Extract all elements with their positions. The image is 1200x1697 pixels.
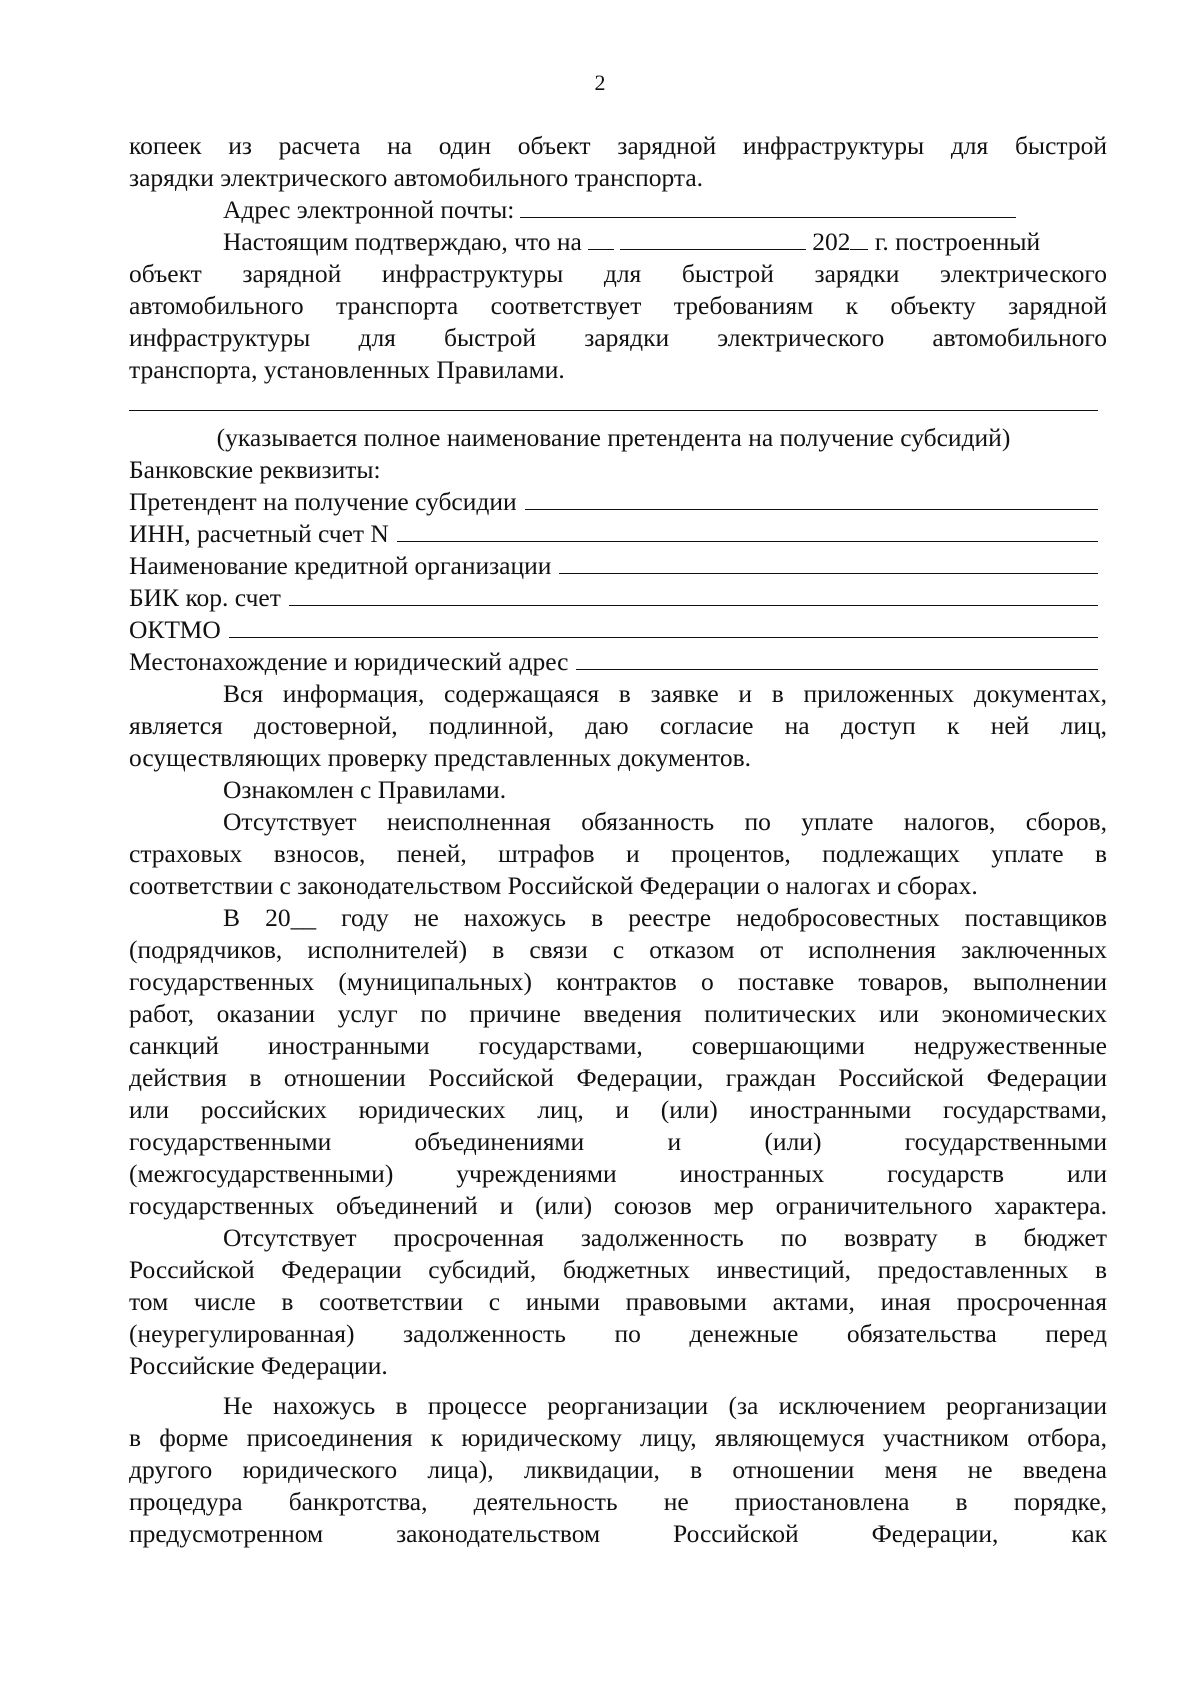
email-label: Адрес электронной почты: bbox=[223, 195, 515, 224]
text-line: государственных (муниципальных) контрактов о поставке товаров, выполнении bbox=[129, 967, 1107, 996]
text-line: Российские Федерации. bbox=[129, 1351, 388, 1380]
day-blank[interactable] bbox=[588, 227, 614, 250]
text-line: (межгосударственными) учреждениями иностранных государств или bbox=[129, 1159, 1107, 1188]
field-applicant-blank[interactable] bbox=[525, 487, 1098, 510]
text-line: в форме присоединения к юридическому лицу, являющемуся участником отбора, bbox=[129, 1423, 1107, 1452]
field-oktmo: ОКТМО bbox=[129, 614, 1098, 646]
field-address-blank[interactable] bbox=[576, 647, 1098, 670]
text-line: другого юридического лица), ликвидации, в отношении меня не введена bbox=[129, 1455, 1107, 1484]
year-blank[interactable] bbox=[850, 227, 868, 250]
text-line: является достоверной, подлинной, даю согласие на доступ к ней лиц, bbox=[129, 711, 1107, 740]
bank-details-heading: Банковские реквизиты: bbox=[129, 455, 381, 484]
month-blank[interactable] bbox=[620, 227, 806, 250]
text-line: автомобильного транспорта соответствует требованиям к объекту зарядной bbox=[129, 291, 1107, 320]
field-address: Местонахождение и юридический адрес bbox=[129, 646, 1098, 678]
text-line: процедура банкротства, деятельность не приостановлена в порядке, bbox=[129, 1487, 1107, 1516]
field-bank-name-blank[interactable] bbox=[559, 551, 1098, 574]
email-blank[interactable] bbox=[520, 195, 1016, 218]
text-line: предусмотренном законодательством Российской Федерации, как bbox=[129, 1519, 1107, 1548]
applicant-caption: (указывается полное наименование претендента на получение субсидий) bbox=[216, 423, 1011, 452]
field-inn: ИНН, расчетный счет N bbox=[129, 518, 1098, 550]
text-line: страховых взносов, пеней, штрафов и процентов, подлежащих уплате в bbox=[129, 839, 1107, 868]
text-line: копеек из расчета на один объект зарядной инфраструктуры для быстрой bbox=[129, 131, 1107, 160]
text-line: Отсутствует неисполненная обязанность по уплате налогов, сборов, bbox=[223, 807, 1107, 836]
field-inn-blank[interactable] bbox=[397, 519, 1098, 542]
text-line: В 20__ году не нахожусь в реестре недобросовестных поставщиков bbox=[223, 903, 1107, 932]
field-bik-blank[interactable] bbox=[289, 583, 1098, 606]
text-line: Настоящим подтверждаю, что на 202 г. построенный bbox=[223, 227, 1041, 256]
text-line: объект зарядной инфраструктуры для быстрой зарядки электрического bbox=[129, 259, 1107, 288]
text-line: осуществляющих проверку представленных документов. bbox=[129, 743, 752, 772]
text-line: (неурегулированная) задолженность по денежные обязательства перед bbox=[129, 1319, 1107, 1348]
text-line: инфраструктуры для быстрой зарядки электрического автомобильного bbox=[129, 323, 1107, 352]
field-bik: БИК кор. счет bbox=[129, 582, 1098, 614]
applicant-name-blank[interactable] bbox=[129, 410, 1098, 411]
text-line: транспорта, установленных Правилами. bbox=[129, 355, 565, 384]
field-oktmo-blank[interactable] bbox=[229, 615, 1098, 638]
text-line: (подрядчиков, исполнителей) в связи с отказом от исполнения заключенных bbox=[129, 935, 1107, 964]
text-line: работ, оказании услуг по причине введения политических или экономических bbox=[129, 999, 1107, 1028]
text-line: государственными объединениями и (или) государственными bbox=[129, 1127, 1107, 1156]
text-line: Отсутствует просроченная задолженность по возврату в бюджет bbox=[223, 1223, 1107, 1252]
text-line: действия в отношении Российской Федерации, граждан Российской Федерации bbox=[129, 1063, 1107, 1092]
text-line: Не нахожусь в процессе реорганизации (за исключением реорганизации bbox=[223, 1391, 1107, 1420]
page-number: 2 bbox=[594, 70, 606, 95]
text-line: Ознакомлен с Правилами. bbox=[223, 775, 507, 804]
text-line: санкций иностранными государствами, совершающими недружественные bbox=[129, 1031, 1107, 1060]
field-bank-name: Наименование кредитной организации bbox=[129, 550, 1098, 582]
text-line: том числе в соответствии с иными правовыми актами, иная просроченная bbox=[129, 1287, 1107, 1316]
text-line: Вся информация, содержащаяся в заявке и в приложенных документах, bbox=[223, 679, 1107, 708]
text-line: или российских юридических лиц, и (или) иностранными государствами, bbox=[129, 1095, 1107, 1124]
field-applicant: Претендент на получение субсидии bbox=[129, 486, 1098, 518]
text-line: государственных объединений и (или) союзов мер ограничительного характера. bbox=[129, 1191, 1107, 1220]
text-line: Российской Федерации субсидий, бюджетных инвестиций, предоставленных в bbox=[129, 1255, 1107, 1284]
text-line: зарядки электрического автомобильного транспорта. bbox=[129, 163, 704, 192]
text-line: соответствии с законодательством Российской Федерации о налогах и сборах. bbox=[129, 871, 978, 900]
email-line bbox=[223, 194, 1107, 226]
